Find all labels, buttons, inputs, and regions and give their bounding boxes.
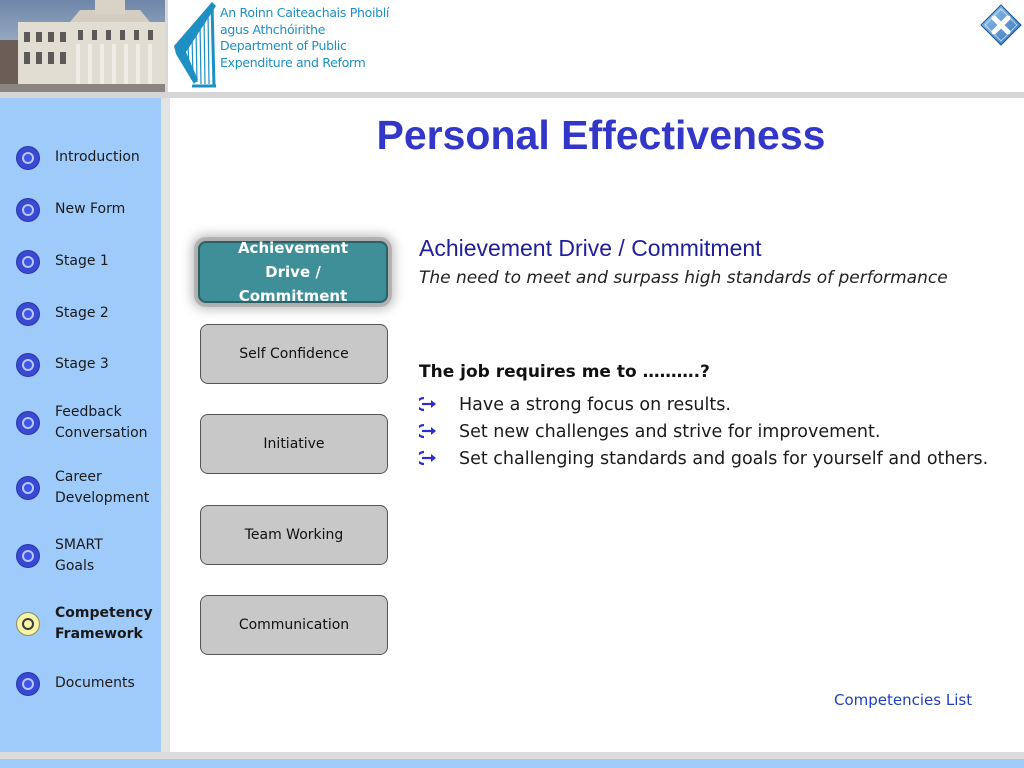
radio-icon (17, 303, 39, 325)
competency-button-label: Team Working (244, 527, 344, 543)
sidebar-item-label: Stage 1 (55, 253, 109, 269)
competency-button-achievement-drive[interactable] (198, 241, 388, 303)
radio-icon (17, 147, 39, 169)
list-item-text: Set new challenges and strive for improvement. (459, 422, 881, 442)
sidebar-item-stage-1[interactable] (14, 251, 161, 273)
job-requirement-question: The job requires me to ……….? (419, 362, 710, 382)
competencies-list-link[interactable]: Competencies List (834, 691, 973, 709)
close-icon (980, 4, 1022, 46)
sidebar-item-career-development[interactable] (14, 467, 161, 511)
page-title: Personal Effectiveness (376, 112, 826, 158)
competency-button-communication[interactable] (200, 595, 388, 655)
radio-icon (17, 545, 39, 567)
list-item-text: Have a strong focus on results. (459, 395, 731, 415)
radio-icon (17, 199, 39, 221)
curved-arrow-icon (419, 422, 437, 440)
sidebar-item-label: Career Development (55, 469, 150, 506)
radio-icon (17, 477, 39, 499)
radio-icon (17, 354, 39, 376)
curved-arrow-icon (419, 449, 437, 467)
competency-button-team-working[interactable] (200, 505, 388, 565)
list-item-text: Set challenging standards and goals for yourself and others. (459, 449, 989, 469)
close-button[interactable] (980, 4, 1022, 46)
department-name (220, 5, 410, 71)
logo-line: Expenditure and Reform (220, 54, 366, 70)
list-item (419, 446, 1019, 473)
sidebar-item-label: Documents (55, 675, 135, 691)
competency-title: Achievement Drive / Commitment (419, 235, 762, 261)
logo-line: agus Athchóirithe (220, 21, 326, 37)
sidebar-item-label: Introduction (55, 149, 140, 165)
sidebar-item-label: New Form (55, 201, 126, 217)
sidebar-item-label: SMART Goals (55, 537, 103, 574)
sidebar-item-label: Stage 3 (55, 356, 109, 372)
curved-arrow-icon (419, 395, 437, 413)
sidebar-item-label: Feedback Conversation (55, 404, 148, 441)
list-item (419, 392, 1019, 419)
header (0, 0, 1024, 96)
list-item (419, 419, 1019, 446)
competency-description: The need to meet and surpass high standards of performance (419, 268, 948, 288)
radio-icon (17, 412, 39, 434)
sidebar-item-introduction[interactable] (14, 147, 161, 169)
footer-divider (0, 752, 1024, 759)
competency-button-initiative[interactable] (200, 414, 388, 474)
logo-line: An Roinn Caiteachais Phoiblí (220, 5, 390, 20)
sidebar-item-competency-framework[interactable] (14, 603, 161, 647)
sidebar-item-smart-goals[interactable] (14, 535, 161, 579)
competency-button-label: Self Confidence (239, 346, 349, 362)
competency-button-self-confidence[interactable] (200, 324, 388, 384)
sidebar-item-label: Stage 2 (55, 305, 109, 321)
sidebar-divider (161, 98, 170, 752)
radio-selected-icon (17, 613, 39, 635)
sidebar-item-stage-3[interactable] (14, 354, 161, 376)
competency-button-label: Initiative (263, 436, 325, 452)
sidebar-item-label: Competency Framework (55, 605, 153, 642)
sidebar-item-new-form[interactable] (14, 199, 161, 221)
competency-button-label: Communication (238, 617, 350, 633)
sidebar-item-stage-2[interactable] (14, 303, 161, 325)
radio-icon (17, 251, 39, 273)
logo-line: Department of Public (220, 38, 347, 53)
competency-button-label: Achievement Drive / Commitment (237, 239, 349, 305)
sidebar-item-feedback-conversation[interactable] (14, 402, 161, 446)
department-logo (172, 0, 402, 90)
requirement-list (419, 392, 1019, 473)
building-photo (0, 0, 168, 92)
harp-icon (172, 0, 220, 90)
footer-bar (0, 759, 1024, 768)
radio-icon (17, 673, 39, 695)
sidebar-item-documents[interactable] (14, 673, 161, 695)
